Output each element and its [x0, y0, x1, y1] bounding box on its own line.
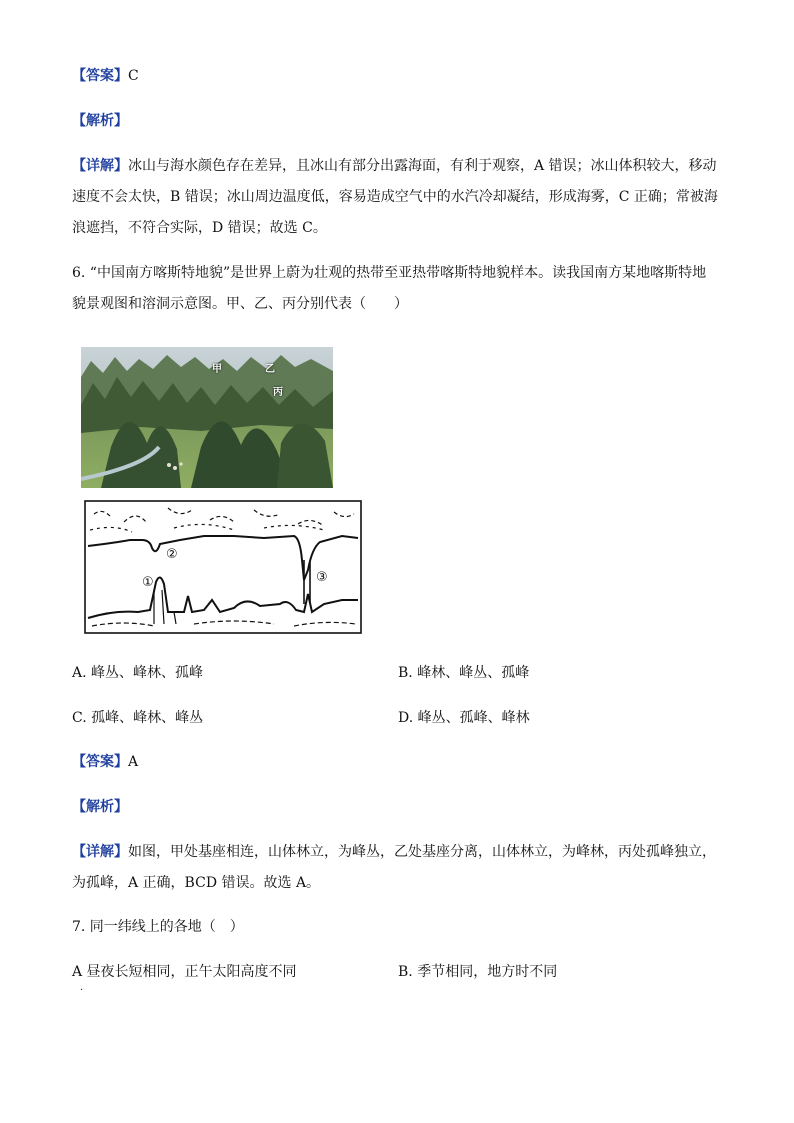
stray-mark: .: [80, 982, 84, 993]
detail-text: 浪遮挡，不符合实际，D 错误；故选 C。: [72, 220, 327, 236]
diagram-label-one: ①: [142, 575, 154, 590]
option-a: A. 峰丛、峰林、孤峰: [72, 665, 204, 681]
q7-option-b: B. 季节相同，地方时不同: [398, 964, 558, 980]
answer-value: C: [128, 68, 139, 84]
detail-text: 如图，甲处基座相连，山体林立，为峰丛，乙处基座分离，山体林立，为峰林，丙处孤峰独立，: [128, 844, 716, 860]
cave-schematic: [84, 500, 362, 634]
q5-analysis-line: [72, 111, 128, 131]
answer-tag: 【答案】: [72, 754, 128, 770]
q5-answer-line: [72, 66, 139, 86]
option-c: C. 孤峰、峰林、峰丛: [72, 710, 204, 726]
q6-stem-line-1: [72, 263, 706, 283]
q6-detail-line-2: [72, 873, 320, 893]
photo-label-yi: 乙: [265, 364, 275, 375]
photo-label-bing: 丙: [273, 387, 283, 398]
karst-landscape-photo: [81, 347, 333, 488]
question-stem: 6. “中国南方喀斯特地貌”是世界上蔚为壮观的热带至亚热带喀斯特地貌样本。读我国南方某地喀斯特地: [72, 265, 707, 281]
q6-answer-line: [72, 752, 138, 772]
diagram-label-three: ③: [316, 570, 328, 585]
detail-tag: 【详解】: [72, 844, 128, 860]
q5-detail-line-3: [72, 218, 327, 238]
detail-text: 速度不会太快，B 错误；冰山周边温度低，容易造成空气中的水汽冷却凝结，形成海雾，C 正确；常被海: [72, 189, 718, 205]
photo-label-jia: 甲: [212, 364, 222, 375]
analysis-tag: 【解析】: [72, 113, 128, 129]
question-stem: 貌景观图和溶洞示意图。甲、乙、丙分别代表（ ）: [72, 296, 408, 312]
detail-text: 为孤峰，A 正确，BCD 错误。故选 A。: [72, 875, 321, 891]
q6-stem-line-2: [72, 294, 408, 314]
answer-tag: 【答案】: [72, 68, 128, 84]
diagram-label-two: ②: [166, 547, 178, 562]
q6-analysis-line: [72, 797, 128, 817]
q5-detail-line-1: [72, 156, 717, 176]
question-stem: 7. 同一纬线上的各地（ ）: [72, 919, 244, 935]
q6-detail-line-1: [72, 842, 716, 862]
answer-value: A: [128, 754, 139, 770]
q7-stem-line: [72, 917, 244, 937]
analysis-tag: 【解析】: [72, 799, 128, 815]
option-b: B. 峰林、峰丛、孤峰: [398, 665, 530, 681]
karst-photo-illustration: [81, 347, 333, 488]
karst-cave-diagram: [84, 500, 362, 634]
option-d: D. 峰丛、孤峰、峰林: [398, 710, 530, 726]
q7-option-a: A 昼夜长短相同，正午太阳高度不同: [72, 964, 297, 980]
detail-text: 冰山与海水颜色存在差异，且冰山有部分出露海面，有利于观察，A 错误；冰山体积较大，移动: [128, 158, 717, 174]
detail-tag: 【详解】: [72, 158, 128, 174]
q5-detail-line-2: [72, 187, 718, 207]
